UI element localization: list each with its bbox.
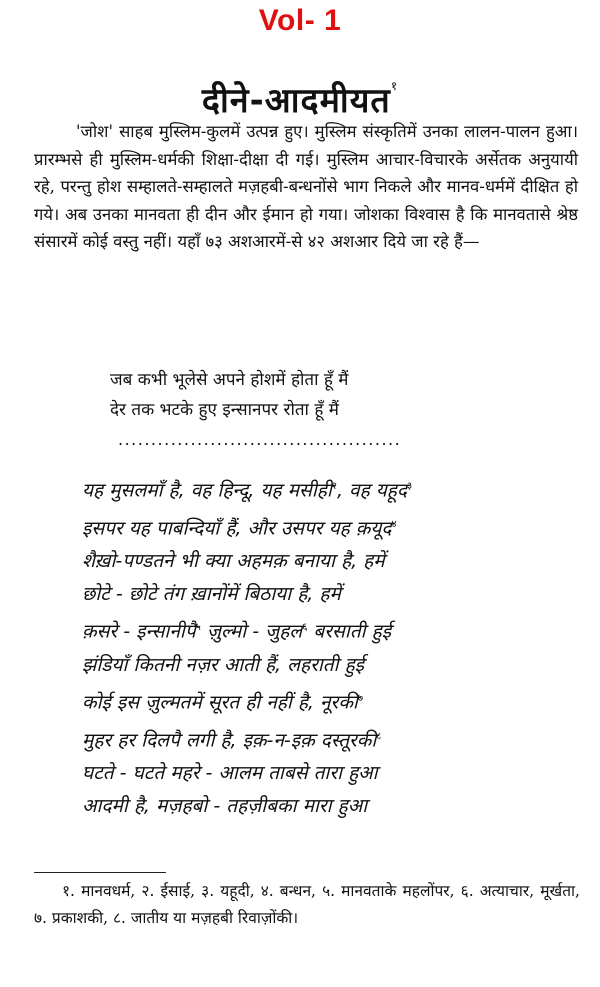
dotted-separator: ........................................... <box>118 430 402 449</box>
footnotes-text: १. मानवधर्म, २. ईसाई, ३. यहूदी, ४. बन्धन, ५. मानवताके महलोंपर, ६. अत्याचार, मूर्खता, ७. प्रकाशकी, ८. जातीय या मज़हबी रिवाज़ोंकी। <box>34 882 580 927</box>
volume-label: Vol- 1 <box>258 4 342 37</box>
footnote-marker: ५ <box>195 622 201 634</box>
intro-paragraph <box>34 118 578 256</box>
verse-line: क़सरे - इन्सानीपै$^५$ ज़ुल्मो - जुहल$^६$ बरसाती हुई <box>82 620 392 643</box>
footnote-marker: ७ <box>357 693 364 705</box>
footnote-divider <box>34 872 166 873</box>
verse-block <box>82 470 562 824</box>
couplet-line-1: जब कभी भूलेसे अपने होशमें होता हूँ मैं <box>110 370 349 390</box>
opening-couplet <box>110 365 550 425</box>
footnote-marker: ४ <box>391 518 397 530</box>
verse-line: आदमी है, मज़हबो - तहज़ीबका मारा हुआ <box>82 795 368 818</box>
intro-text: 'जोश' साहब मुस्लिम-कुलमें उत्पन्न हुए। मुस्लिम संस्कृतिमें उनका लालन-पालन हुआ। प्रारम्भसे ही मुस्लिम-धर्मकी शिक्षा-दीक्षा दी गई। मुस्लिम आचार-विचारके अर्सेतक अनुयायी रहे, परन्तु होश सम्हालते-सम्हालते मज़हबी-बन्धनोंसे भाग निकले और मानव-धर्ममें दीक्षित हो गये। अब उनका मानवता ही दीन और ईमान हो गया। जोशका विश्वास है कि मानवतासे श्रेष्ठ संसारमें कोई वस्तु नहीं। यहाँ ७३ अशआरमें-से ४२ अशआर दिये जा रहे हैं— <box>34 122 578 251</box>
verse-line: घटते - घटते महरे - आलम ताबसे तारा हुआ <box>82 762 378 785</box>
verse-line: इसपर यह पाबन्दियाँ हैं, और उसपर यह क़यूद$^४$ <box>82 516 397 539</box>
title-text: दीने-आदमीयत <box>201 81 391 121</box>
footnote-marker: ८ <box>376 730 382 742</box>
footnote-marker: ३ <box>406 481 413 492</box>
verse-line: छोटे - छोटे तंग ख़ानोंमें बिठाया है, हमें <box>82 583 341 606</box>
verse-line: झंडियाँ कितनी नज़र आती हैं, लहराती हुई <box>82 654 364 676</box>
page-title <box>0 76 600 122</box>
footnote-marker: २ <box>331 481 337 492</box>
footnotes <box>34 878 580 932</box>
verse-line: यह मुसलमाँ है, वह हिन्दू, यह मसीही$^२$, वह यहूद$^३$ <box>82 479 413 502</box>
verse-line: शैख़ो-पण्डतने भी क्या अहमक़ बनाया है, हमें <box>82 550 385 573</box>
verse-line: कोई इस ज़ुल्मतमें सूरत ही नहीं है, नूरकी$^७$ <box>82 691 364 714</box>
verse-line: मुहर हर दिलपै लगी है, इक़-न-इक़ दस्तूरकी$^८$ <box>82 729 382 752</box>
title-footnote-marker: १ <box>390 79 399 93</box>
footnote-marker: ६ <box>302 622 308 634</box>
couplet-line-2: देर तक भटके हुए इन्सानपर रोता हूँ मैं <box>110 400 339 420</box>
